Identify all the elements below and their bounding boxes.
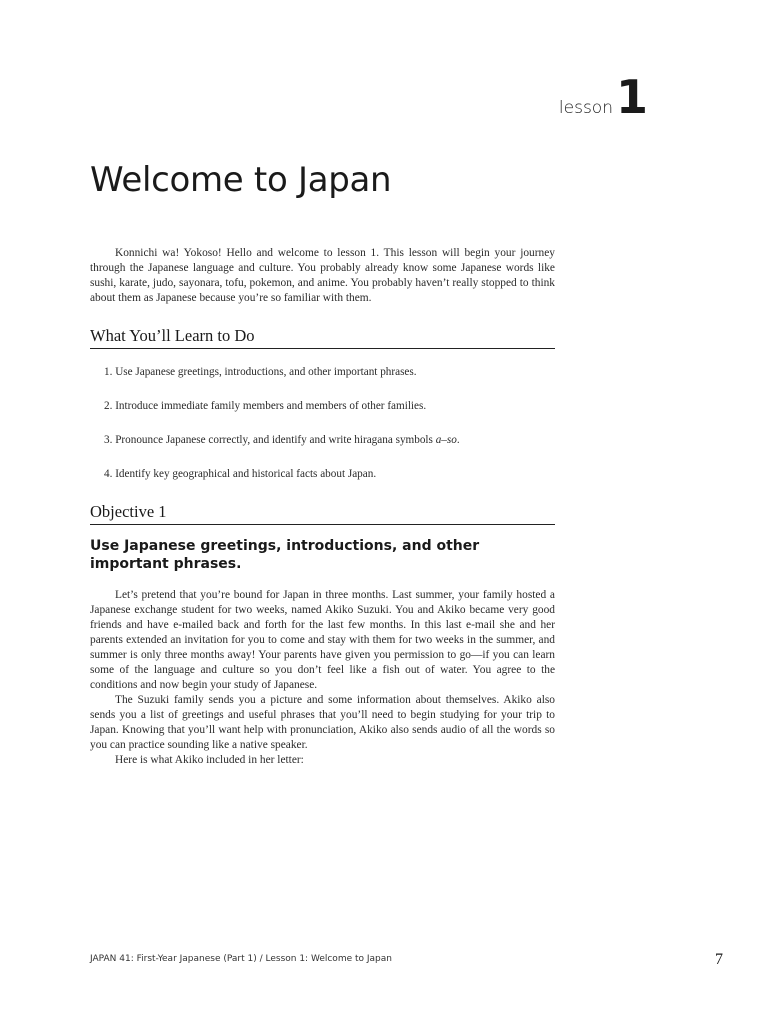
objective-item-end: . xyxy=(456,434,460,446)
objective-body xyxy=(90,588,555,768)
objective-item-text: 4. Identify key geographical and historical facts about Japan. xyxy=(104,468,377,480)
intro-paragraph: Konnichi wa! Yokoso! Hello and welcome to lesson 1. This lesson will begin your journey through the Japanese language and culture. You probably already know some Japanese words like sushi, karate, judo, sayonara, tofu, pokemon, and anime. You probably haven’t really stopped to think about them as Japanese because you’re so familiar with them. xyxy=(90,247,555,304)
learn-heading: What You’ll Learn to Do xyxy=(90,326,555,349)
body-paragraph-1: Let’s pretend that you’re bound for Japan in three months. Last summer, your family hosted a Japanese exchange student for two weeks, named Akiko Suzuki. You and Akiko became very good friends and have e-mailed back and forth for the last few months. In this last e-mail she and her parents extended an invitation for you to come and stay with them for two weeks in the summer, and summer is only three months away! Your parents have given you permission to go—if you can learn some of the language and culture so you don’t feel like a fish out of water. You agree to the conditions and now begin your study of Japanese. xyxy=(90,589,555,691)
objective-item-text: 3. Pronounce Japanese correctly, and identify and write hiragana symbols xyxy=(104,434,436,446)
lesson-word: lesson xyxy=(558,98,613,118)
objective-item-2 xyxy=(104,398,564,432)
lesson-label xyxy=(559,70,648,124)
page-number: 7 xyxy=(715,951,723,968)
objective-item-text: 1. Use Japanese greetings, introductions, and other important phrases. xyxy=(104,366,417,378)
body-paragraph-2: The Suzuki family sends you a picture and some information about themselves. Akiko also sends you a list of greetings and useful phrases that you’ll need to begin studying for your trip to Japan. Knowing that you’ll want help with pronunciation, Akiko also sends audio of all the words so you can practice sounding like a native speaker. xyxy=(90,694,555,751)
objective-item-3 xyxy=(104,432,564,466)
page-title: Welcome to Japan xyxy=(90,160,392,200)
objective-heading: Objective 1 xyxy=(90,502,555,525)
objective-item-4 xyxy=(104,466,564,500)
objective-item-1 xyxy=(104,364,564,398)
body-paragraph-3: Here is what Akiko included in her letter: xyxy=(115,754,304,766)
objective-subheading: Use Japanese greetings, introductions, and other important phrases. xyxy=(90,538,480,572)
objectives-list xyxy=(104,364,564,500)
footer-text: JAPAN 41: First-Year Japanese (Part 1) / Lesson 1: Welcome to Japan xyxy=(90,954,392,964)
lesson-number: 1 xyxy=(615,70,648,124)
objective-item-text: 2. Introduce immediate family members and members of other families. xyxy=(104,400,427,412)
objective-item-emphasis: a–so xyxy=(435,434,457,446)
